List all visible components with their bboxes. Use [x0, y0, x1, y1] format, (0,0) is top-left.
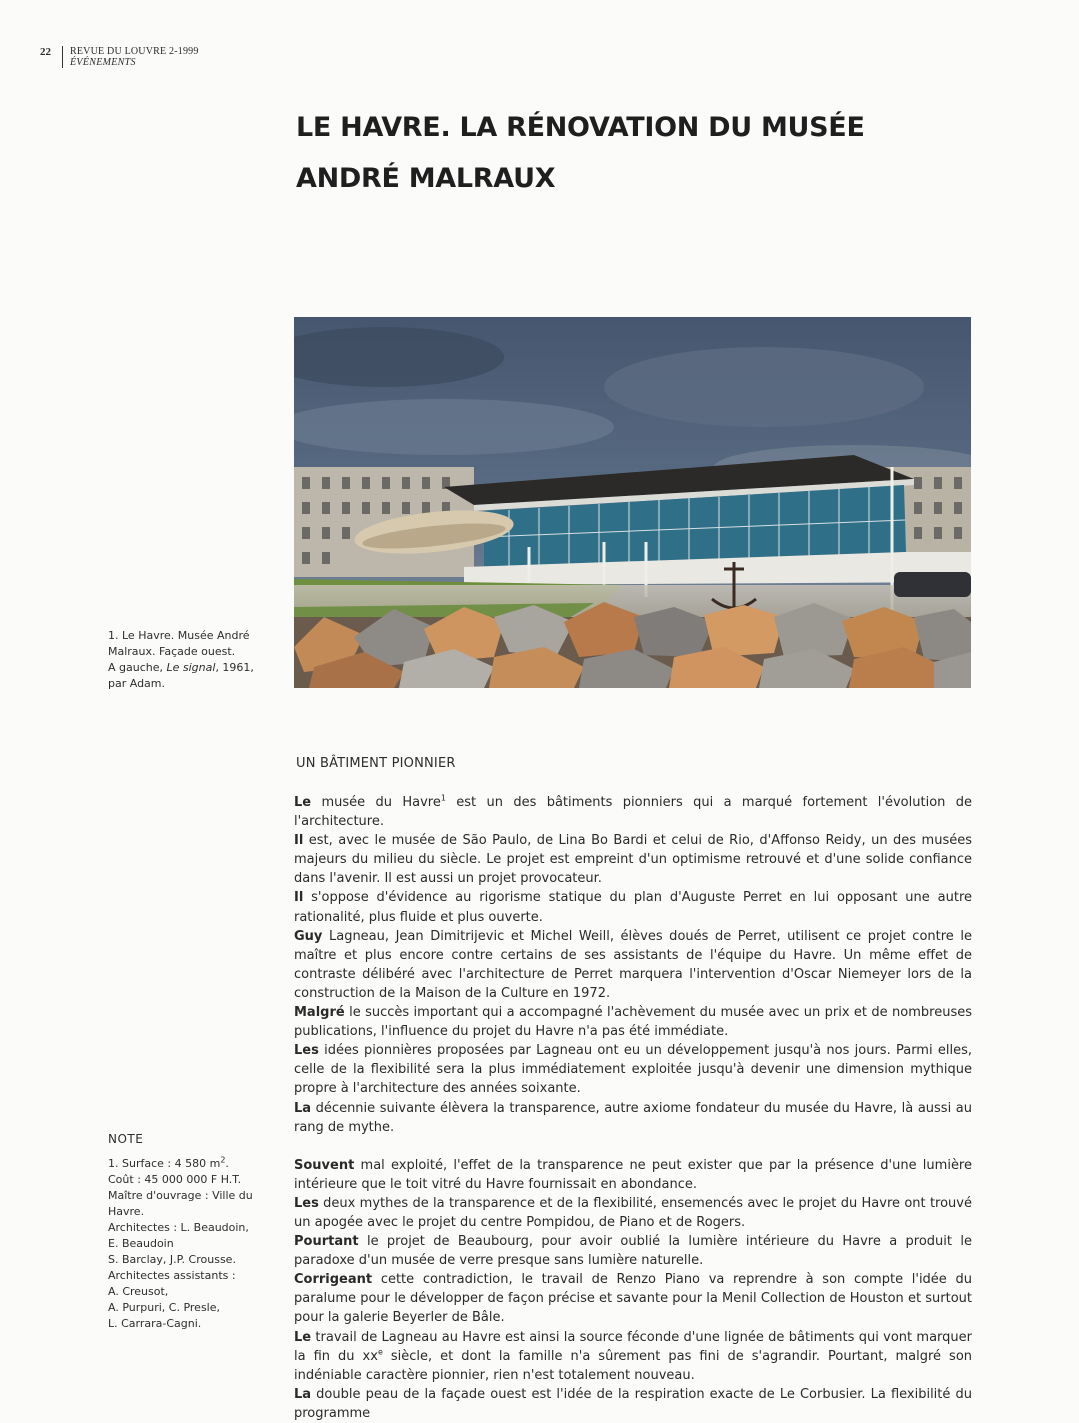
paragraph-lead: Corrigeant	[294, 1272, 373, 1288]
caption-text: , 1961,	[215, 661, 254, 674]
paragraph	[294, 888, 972, 926]
article-title	[296, 102, 865, 204]
paragraph-lead: Les	[294, 1043, 319, 1059]
museum-facade-illustration	[294, 317, 971, 688]
note-line: Maître d'ouvrage : Ville du	[108, 1189, 253, 1202]
title-line-2: ANDRÉ MALRAUX	[296, 163, 556, 194]
caption-artwork-title: Le signal	[166, 661, 216, 674]
note-line: E. Beaudoin	[108, 1237, 174, 1250]
section-rubric: ÉVÉNEMENTS	[70, 57, 136, 68]
paragraph-text: décennie suivante élèvera la transparence, autre axiome fondateur du musée du Havre, là aussi au rang de mythe.	[294, 1100, 972, 1135]
paragraph-text: musée du Havre	[311, 795, 441, 810]
article-body	[294, 793, 972, 1423]
note-line: S. Barclay, J.P. Crousse.	[108, 1253, 236, 1266]
footnote-ref: 1	[440, 793, 446, 803]
note-line: A. Purpuri, C. Presle,	[108, 1301, 220, 1314]
paragraph-lead: Les	[294, 1195, 319, 1211]
caption-line: par Adam.	[108, 677, 166, 690]
paragraph-text: Lagneau, Jean Dimitrijevic et Michel Weill, élèves doués de Perret, utilisent ce projet contre le maître et plus encore contre certains de ses assistants de l'équipe du Havre. Un même effet de contraste délibéré avec l'architecture de Perret marquera l'intervention d'Oscar Niemeyer lors de la construction de la Maison de la Culture en 1972.	[294, 928, 972, 1001]
paragraph-text: le projet de Beaubourg, pour avoir oublié la lumière intérieure du Havre a produit le paradoxe d'un musée de verre presque sans lumière naturelle.	[294, 1234, 972, 1269]
paragraph	[294, 1232, 972, 1270]
title-line-1: LE HAVRE. LA RÉNOVATION DU MUSÉE	[296, 112, 865, 143]
paragraph-lead: Guy	[294, 928, 323, 944]
note-line: Coût : 45 000 000 F H.T.	[108, 1173, 242, 1186]
note-surface-unit: 2	[220, 1155, 226, 1165]
paragraph-lead: La	[294, 1100, 312, 1116]
paragraph	[294, 1194, 972, 1232]
paragraph	[294, 831, 972, 888]
paragraph-text: le succès important qui a accompagné l'achèvement du musée avec un prix et de nombreuses publications, l'influence du projet du Havre n'a pas été immédiate.	[294, 1005, 972, 1040]
note-line: Havre.	[108, 1205, 145, 1218]
paragraph	[294, 1041, 972, 1098]
paragraph-text: double peau de la façade ouest est l'idée de la respiration exacte de Le Corbusier. La flexibilité du programme	[294, 1386, 972, 1421]
paragraph-text: mal exploité, l'effet de la transparence ne peut exister que par la présence d'une lumière intérieure que le toit vitré du Havre fournissait en abondance.	[294, 1157, 972, 1192]
note-line	[108, 1156, 278, 1172]
note-line: Architectes : L. Beaudoin,	[108, 1221, 249, 1234]
paragraph-lead: Le	[294, 795, 312, 810]
paragraph	[294, 1328, 972, 1385]
caption-line	[108, 660, 268, 676]
note-body	[108, 1156, 278, 1332]
note-line: L. Carrara-Cagni.	[108, 1317, 202, 1330]
paragraph	[294, 1385, 972, 1423]
note-line: A. Creusot,	[108, 1285, 169, 1298]
paragraph	[294, 1270, 972, 1327]
paragraph-text: travail de Lagneau au Havre est ainsi la source féconde d'une lignée de bâtiments qui vont marquer la fin du xx	[294, 1329, 972, 1364]
paragraph-text: est, avec le musée de São Paulo, de Lina Bo Bardi et celui de Rio, d'Affonso Reidy, un des musées majeurs du milieu du siècle. Le projet est empreint d'un optimisme retrouvé et d'une solide confiance dans l'avenir. Il est aussi un projet provocateur.	[294, 833, 972, 887]
paragraph	[294, 1156, 972, 1194]
paragraph-text: s'oppose d'évidence au rigorisme statique du plan d'Auguste Perret en lui opposant une autre rationalité, plus fluide et plus ouverte.	[294, 890, 972, 925]
paragraph-text: cette contradiction, le travail de Renzo Piano va reprendre à son compte l'idée du paralume pour le développer de façon précise et savante pour la Menil Collection de Houston et surtout pour la galerie Beyerler de Bâle.	[294, 1272, 972, 1326]
note-surface-end: .	[225, 1157, 229, 1170]
paragraph-text: est un des bâtiments pionniers qui a marqué fortement l'évolution de l'architecture.	[294, 795, 972, 830]
paragraph-text: siècle, et dont la famille n'a sûrement pas fini de s'agrandir. Pourtant, malgré son indéniable caractère pionnier, rien n'est totalement nouveau.	[294, 1348, 973, 1383]
paragraph-lead: Pourtant	[294, 1234, 359, 1250]
paragraph	[294, 1003, 972, 1041]
paragraph-lead: Souvent	[294, 1157, 355, 1173]
caption-line: 1. Le Havre. Musée André	[108, 629, 250, 642]
paragraph-text: deux mythes de la transparence et de la flexibilité, ensemencés avec le projet du Havre ont trouvé un apogée avec le projet du centre Pompidou, de Piano et de Rogers.	[294, 1195, 972, 1230]
caption-line: Malraux. Façade ouest.	[108, 645, 236, 658]
century-superscript: e	[377, 1347, 383, 1357]
photo-caption	[108, 628, 268, 692]
paragraph-lead: Malgré	[294, 1005, 345, 1021]
section-heading: UN BÂTIMENT PIONNIER	[296, 756, 456, 771]
paragraph-lead: Le	[294, 1329, 312, 1345]
paragraph-lead: Il	[294, 833, 304, 849]
paragraph-text: idées pionnières proposées par Lagneau ont eu un développement jusqu'à nos jours. Parmi elles, celle de la flexibilité sera la plus immédiatement exploitée jusqu'à devenir une dimension mythique propre à l'architecture des années soixante.	[294, 1043, 972, 1097]
note-surface: 1. Surface : 4 580 m	[108, 1157, 221, 1170]
caption-text: A gauche,	[108, 661, 167, 674]
paragraph-lead: Il	[294, 890, 304, 906]
paragraph	[294, 927, 972, 1003]
journal-name: REVUE DU LOUVRE 2-1999	[70, 46, 199, 57]
paragraph	[294, 1099, 972, 1137]
page-number: 22	[40, 46, 51, 58]
museum-photograph	[294, 317, 971, 688]
note-line: Architectes assistants :	[108, 1269, 236, 1282]
paragraph	[294, 793, 972, 831]
note-heading: NOTE	[108, 1132, 144, 1146]
paragraph-lead: La	[294, 1386, 312, 1402]
header-divider	[62, 46, 63, 68]
